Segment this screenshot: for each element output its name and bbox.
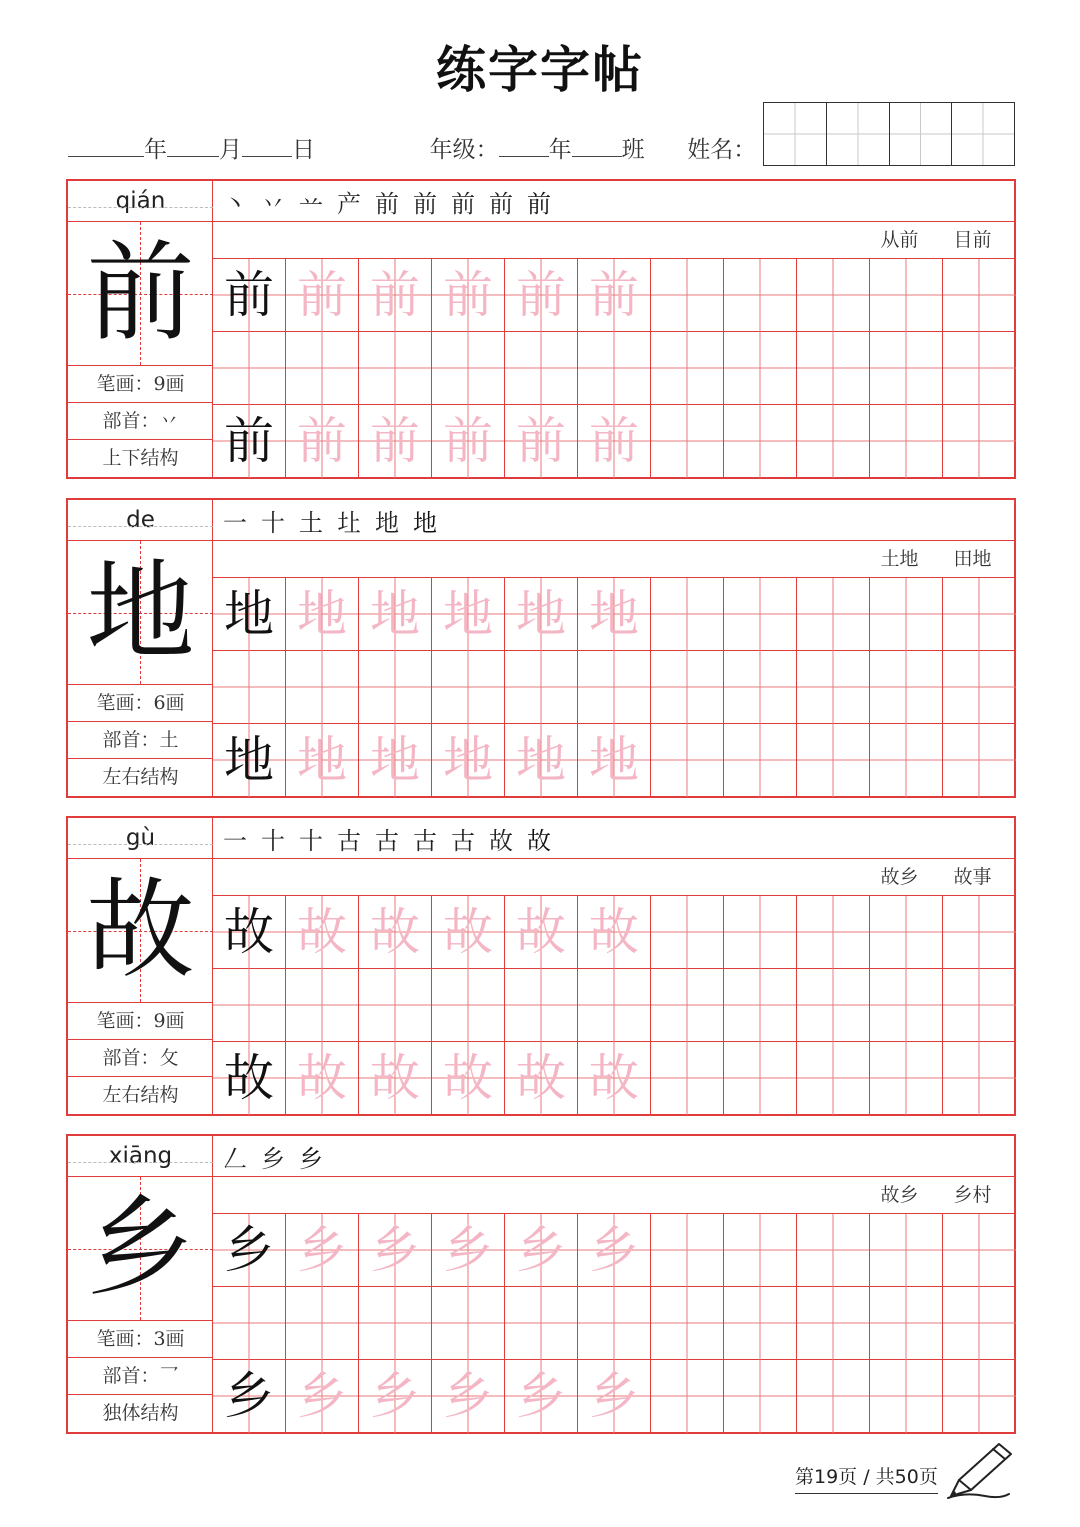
stroke-step: 古 — [413, 826, 437, 855]
stroke-step: 产 — [337, 189, 361, 218]
practice-row — [213, 259, 1016, 332]
practice-cell[interactable] — [651, 969, 724, 1042]
trace-character: 故 — [297, 1049, 347, 1107]
stroke-step: 前 — [451, 189, 475, 218]
practice-cell[interactable] — [651, 1214, 724, 1287]
practice-row — [213, 1360, 1016, 1433]
practice-cell[interactable] — [286, 1360, 359, 1433]
practice-cell[interactable] — [505, 1214, 578, 1287]
practice-cell[interactable] — [505, 332, 578, 405]
practice-cell[interactable] — [578, 332, 651, 405]
practice-cell[interactable] — [724, 1214, 797, 1287]
practice-cell[interactable] — [943, 1360, 1016, 1433]
character-block — [66, 1134, 1016, 1434]
model-character-box — [68, 859, 213, 1003]
stroke-step: 十 — [261, 508, 285, 537]
practice-cell[interactable] — [651, 651, 724, 724]
practice-cell[interactable] — [870, 332, 943, 405]
practice-cell[interactable] — [578, 578, 651, 651]
practice-cell[interactable] — [432, 332, 505, 405]
practice-cell[interactable] — [213, 405, 286, 478]
model-character-small: 前 — [224, 266, 274, 324]
trace-character: 地 — [443, 585, 493, 643]
stroke-step: 古 — [337, 826, 361, 855]
stroke-step: 故 — [527, 826, 551, 855]
grade-label: 年级： — [429, 137, 499, 163]
trace-character: 乡 — [370, 1221, 420, 1279]
trace-character: 地 — [443, 731, 493, 789]
practice-cell[interactable] — [943, 651, 1016, 724]
trace-character: 前 — [443, 266, 493, 324]
practice-cell[interactable] — [213, 969, 286, 1042]
practice-cell[interactable] — [505, 259, 578, 332]
trace-character: 地 — [589, 731, 639, 789]
practice-cell[interactable] — [286, 405, 359, 478]
practice-cell[interactable] — [578, 896, 651, 969]
name-label: 姓名： — [687, 137, 757, 163]
practice-cell[interactable] — [359, 724, 432, 797]
practice-cell[interactable] — [797, 259, 870, 332]
grade-blank[interactable] — [499, 130, 549, 157]
example-word: 田地 — [953, 548, 992, 570]
character-info-panel — [68, 1136, 213, 1432]
model-character-box — [68, 541, 213, 685]
stroke-step: 地 — [375, 508, 399, 537]
practice-cell[interactable] — [943, 969, 1016, 1042]
model-character-small: 故 — [224, 903, 274, 961]
practice-cell[interactable] — [797, 1042, 870, 1115]
model-character-small: 故 — [224, 1049, 274, 1107]
trace-character: 地 — [589, 585, 639, 643]
practice-row — [213, 332, 1016, 405]
trace-character: 前 — [589, 412, 639, 470]
radical-label: 部首：乛 — [68, 1358, 213, 1395]
practice-cell[interactable] — [870, 651, 943, 724]
practice-cell[interactable] — [943, 405, 1016, 478]
stroke-count-label: 笔画：9画 — [68, 1003, 213, 1040]
practice-cell[interactable] — [286, 896, 359, 969]
practice-cell[interactable] — [724, 896, 797, 969]
trace-character: 前 — [297, 266, 347, 324]
trace-character: 前 — [516, 266, 566, 324]
stroke-step: 一 — [223, 508, 247, 537]
character-block — [66, 498, 1016, 798]
trace-character: 故 — [297, 903, 347, 961]
practice-cell[interactable] — [870, 1360, 943, 1433]
practice-cell[interactable] — [505, 896, 578, 969]
structure-label: 独体结构 — [102, 1402, 179, 1424]
practice-cell[interactable] — [578, 969, 651, 1042]
trace-character: 前 — [370, 266, 420, 324]
trace-character: 前 — [443, 412, 493, 470]
example-word: 乡村 — [953, 1184, 992, 1206]
practice-cell[interactable] — [286, 1042, 359, 1115]
stroke-step: 一 — [223, 826, 247, 855]
practice-cell[interactable] — [432, 1360, 505, 1433]
practice-cell[interactable] — [724, 578, 797, 651]
practice-cell[interactable] — [432, 724, 505, 797]
practice-cell[interactable] — [578, 1360, 651, 1433]
practice-cell[interactable] — [943, 896, 1016, 969]
practice-cell[interactable] — [578, 405, 651, 478]
trace-character: 乡 — [443, 1367, 493, 1425]
practice-cell[interactable] — [651, 1360, 724, 1433]
model-character: 故 — [86, 868, 195, 993]
practice-cell[interactable] — [359, 651, 432, 724]
radical-label: 部首：攵 — [68, 1040, 213, 1077]
trace-character: 故 — [516, 1049, 566, 1107]
practice-cell[interactable] — [724, 405, 797, 478]
practice-cell[interactable] — [286, 259, 359, 332]
practice-cell[interactable] — [359, 1214, 432, 1287]
stroke-step: 䒑 — [299, 189, 323, 218]
structure-label: 上下结构 — [102, 447, 179, 469]
practice-cell[interactable] — [651, 1042, 724, 1115]
practice-grid — [213, 578, 1016, 797]
stroke-count-label: 笔画：6画 — [68, 685, 213, 722]
trace-character: 乡 — [589, 1221, 639, 1279]
model-character-small: 地 — [224, 731, 274, 789]
example-word: 从前 — [880, 229, 919, 251]
example-words-row — [213, 222, 1014, 259]
stroke-step: 十 — [299, 826, 323, 855]
practice-cell[interactable] — [797, 1214, 870, 1287]
model-character-small: 乡 — [224, 1367, 274, 1425]
practice-cell[interactable] — [797, 578, 870, 651]
year-label: 年 — [144, 137, 167, 163]
model-character-small: 乡 — [224, 1221, 274, 1279]
stroke-order-row — [213, 818, 1014, 859]
practice-cell[interactable] — [505, 969, 578, 1042]
practice-cell[interactable] — [432, 405, 505, 478]
practice-cell[interactable] — [724, 1042, 797, 1115]
stroke-step: 前 — [527, 189, 551, 218]
example-words-row — [213, 541, 1014, 578]
character-info-panel — [68, 500, 213, 796]
practice-cell[interactable] — [505, 1360, 578, 1433]
model-character-box — [68, 1177, 213, 1321]
model-character-small: 前 — [224, 412, 274, 470]
practice-cell[interactable] — [651, 1287, 724, 1360]
example-word: 土地 — [880, 548, 919, 570]
practice-cell[interactable] — [359, 332, 432, 405]
example-words-row — [213, 859, 1014, 896]
practice-cell[interactable] — [870, 1287, 943, 1360]
trace-character: 地 — [297, 731, 347, 789]
trace-character: 故 — [370, 903, 420, 961]
practice-cell[interactable] — [213, 259, 286, 332]
practice-cell[interactable] — [870, 724, 943, 797]
practice-cell[interactable] — [797, 969, 870, 1042]
radical-label: 部首：土 — [68, 722, 213, 759]
practice-cell[interactable] — [432, 1042, 505, 1115]
model-character: 乡 — [86, 1186, 195, 1311]
character-block — [66, 179, 1016, 479]
practice-cell[interactable] — [432, 1214, 505, 1287]
practice-cell[interactable] — [286, 1287, 359, 1360]
practice-cell[interactable] — [213, 578, 286, 651]
practice-cell[interactable] — [213, 651, 286, 724]
practice-cell[interactable] — [359, 1287, 432, 1360]
practice-cell[interactable] — [578, 1214, 651, 1287]
practice-cell[interactable] — [870, 896, 943, 969]
stroke-step: 圵 — [337, 508, 361, 537]
practice-cell[interactable] — [286, 969, 359, 1042]
name-cell[interactable] — [952, 103, 1014, 165]
stroke-step: 古 — [451, 826, 475, 855]
practice-cell[interactable] — [797, 724, 870, 797]
practice-cell[interactable] — [797, 1360, 870, 1433]
practice-cell[interactable] — [578, 1042, 651, 1115]
stroke-step: 乡 — [299, 1144, 323, 1173]
stroke-count-label: 笔画：9画 — [68, 366, 213, 403]
radical-label: 部首：丷 — [68, 403, 213, 440]
class-blank[interactable] — [572, 130, 622, 157]
practice-cell[interactable] — [943, 259, 1016, 332]
practice-cell[interactable] — [286, 1214, 359, 1287]
practice-cell[interactable] — [651, 405, 724, 478]
practice-row — [213, 578, 1016, 651]
trace-character: 乡 — [297, 1367, 347, 1425]
stroke-step: 古 — [375, 826, 399, 855]
stroke-step: 前 — [375, 189, 399, 218]
practice-row — [213, 651, 1016, 724]
practice-cell[interactable] — [724, 332, 797, 405]
trace-character: 地 — [516, 731, 566, 789]
stroke-step: 丷 — [261, 189, 285, 218]
practice-cell[interactable] — [286, 651, 359, 724]
practice-cell[interactable] — [797, 332, 870, 405]
practice-area — [213, 500, 1014, 796]
name-box[interactable] — [763, 102, 1015, 166]
pinyin-label: xiāng — [68, 1136, 213, 1177]
structure-label: 左右结构 — [102, 1084, 179, 1106]
practice-cell[interactable] — [797, 405, 870, 478]
stroke-step: 丶 — [223, 189, 247, 218]
stroke-count-label: 笔画：3画 — [68, 1321, 213, 1358]
month-label: 月 — [219, 137, 242, 163]
model-character-box — [68, 222, 213, 366]
practice-cell[interactable] — [359, 1042, 432, 1115]
trace-character: 前 — [516, 412, 566, 470]
practice-cell[interactable] — [505, 1287, 578, 1360]
trace-character: 地 — [370, 731, 420, 789]
character-info-panel — [68, 818, 213, 1114]
practice-cell[interactable] — [286, 332, 359, 405]
practice-cell[interactable] — [651, 578, 724, 651]
example-word: 故乡 — [880, 1184, 919, 1206]
grade-year-label: 年 — [548, 137, 572, 163]
practice-cell[interactable] — [724, 724, 797, 797]
class-label: 班 — [621, 137, 645, 163]
trace-character: 故 — [443, 1049, 493, 1107]
practice-cell[interactable] — [432, 259, 505, 332]
practice-row — [213, 896, 1016, 969]
practice-cell[interactable] — [505, 651, 578, 724]
practice-cell[interactable] — [505, 724, 578, 797]
practice-cell[interactable] — [359, 259, 432, 332]
trace-character: 乡 — [589, 1367, 639, 1425]
practice-cell[interactable] — [213, 1042, 286, 1115]
practice-cell[interactable] — [870, 969, 943, 1042]
practice-cell[interactable] — [359, 969, 432, 1042]
pinyin-label: gù — [68, 818, 213, 859]
page-number: 第19页 / 共50页 — [795, 1462, 938, 1494]
practice-grid — [213, 259, 1016, 478]
trace-character: 乡 — [370, 1367, 420, 1425]
practice-cell[interactable] — [943, 578, 1016, 651]
practice-cell[interactable] — [578, 724, 651, 797]
practice-row — [213, 405, 1016, 478]
practice-row — [213, 969, 1016, 1042]
practice-cell[interactable] — [870, 1214, 943, 1287]
practice-cell[interactable] — [359, 1360, 432, 1433]
practice-grid — [213, 1214, 1016, 1433]
practice-cell[interactable] — [359, 896, 432, 969]
practice-cell[interactable] — [943, 1287, 1016, 1360]
practice-cell[interactable] — [359, 405, 432, 478]
model-character-small: 地 — [224, 585, 274, 643]
trace-character: 乡 — [516, 1221, 566, 1279]
stroke-step: 前 — [413, 189, 437, 218]
trace-character: 乡 — [297, 1221, 347, 1279]
trace-character: 故 — [516, 903, 566, 961]
practice-cell[interactable] — [724, 969, 797, 1042]
example-word: 故事 — [953, 866, 992, 888]
example-word: 目前 — [953, 229, 992, 251]
practice-grid — [213, 896, 1016, 1115]
trace-character: 地 — [516, 585, 566, 643]
practice-cell[interactable] — [213, 724, 286, 797]
practice-cell[interactable] — [286, 578, 359, 651]
trace-character: 地 — [370, 585, 420, 643]
practice-row — [213, 724, 1016, 797]
stroke-step: 前 — [489, 189, 513, 218]
stroke-order-row — [213, 181, 1014, 222]
month-blank[interactable] — [167, 130, 219, 157]
pinyin-label: de — [68, 500, 213, 541]
practice-cell[interactable] — [505, 1042, 578, 1115]
trace-character: 故 — [370, 1049, 420, 1107]
practice-cell[interactable] — [432, 578, 505, 651]
practice-cell[interactable] — [651, 724, 724, 797]
trace-character: 乡 — [443, 1221, 493, 1279]
practice-cell[interactable] — [870, 405, 943, 478]
example-word: 故乡 — [880, 866, 919, 888]
practice-cell[interactable] — [286, 724, 359, 797]
character-info-panel — [68, 181, 213, 477]
pen-icon — [945, 1440, 1015, 1502]
name-cell[interactable] — [827, 103, 890, 165]
practice-cell[interactable] — [432, 969, 505, 1042]
model-character: 地 — [86, 550, 195, 675]
practice-cell[interactable] — [724, 259, 797, 332]
practice-area — [213, 818, 1014, 1114]
practice-cell[interactable] — [578, 651, 651, 724]
practice-cell[interactable] — [797, 896, 870, 969]
trace-character: 前 — [297, 412, 347, 470]
practice-cell[interactable] — [943, 332, 1016, 405]
day-label: 日 — [292, 137, 315, 163]
practice-cell[interactable] — [943, 1042, 1016, 1115]
practice-cell[interactable] — [578, 259, 651, 332]
character-block — [66, 816, 1016, 1116]
practice-cell[interactable] — [651, 896, 724, 969]
practice-cell[interactable] — [213, 1214, 286, 1287]
practice-cell[interactable] — [943, 1214, 1016, 1287]
practice-cell[interactable] — [432, 651, 505, 724]
practice-cell[interactable] — [213, 332, 286, 405]
practice-cell[interactable] — [651, 332, 724, 405]
practice-cell[interactable] — [870, 578, 943, 651]
practice-row — [213, 1042, 1016, 1115]
practice-row — [213, 1214, 1016, 1287]
day-blank[interactable] — [242, 130, 292, 157]
trace-character: 地 — [297, 585, 347, 643]
header-fields — [68, 130, 756, 166]
stroke-step: 𠃋 — [223, 1144, 247, 1173]
stroke-order-row — [213, 1136, 1014, 1177]
name-cell[interactable] — [890, 103, 953, 165]
trace-character: 故 — [589, 1049, 639, 1107]
year-blank[interactable] — [68, 130, 144, 157]
practice-cell[interactable] — [213, 1287, 286, 1360]
trace-character: 前 — [370, 412, 420, 470]
practice-cell[interactable] — [797, 1287, 870, 1360]
practice-cell[interactable] — [870, 1042, 943, 1115]
stroke-step: 地 — [413, 508, 437, 537]
model-character: 前 — [86, 231, 195, 356]
practice-cell[interactable] — [213, 1360, 286, 1433]
stroke-step: 十 — [261, 826, 285, 855]
name-cell[interactable] — [764, 103, 827, 165]
practice-cell[interactable] — [943, 724, 1016, 797]
trace-character: 乡 — [516, 1367, 566, 1425]
stroke-step: 土 — [299, 508, 323, 537]
practice-cell[interactable] — [651, 259, 724, 332]
practice-cell[interactable] — [797, 651, 870, 724]
structure-label: 左右结构 — [102, 766, 179, 788]
example-words-row — [213, 1177, 1014, 1214]
practice-cell[interactable] — [359, 578, 432, 651]
stroke-step: 乡 — [261, 1144, 285, 1173]
practice-cell[interactable] — [432, 1287, 505, 1360]
practice-cell[interactable] — [578, 1287, 651, 1360]
trace-character: 故 — [443, 903, 493, 961]
practice-area — [213, 181, 1014, 477]
practice-cell[interactable] — [432, 896, 505, 969]
practice-cell[interactable] — [724, 1360, 797, 1433]
practice-cell[interactable] — [505, 405, 578, 478]
stroke-step: 故 — [489, 826, 513, 855]
practice-cell[interactable] — [724, 651, 797, 724]
practice-row — [213, 1287, 1016, 1360]
practice-cell[interactable] — [724, 1287, 797, 1360]
practice-cell[interactable] — [870, 259, 943, 332]
practice-cell[interactable] — [213, 896, 286, 969]
pinyin-label: qián — [68, 181, 213, 222]
trace-character: 前 — [589, 266, 639, 324]
trace-character: 故 — [589, 903, 639, 961]
practice-area — [213, 1136, 1014, 1432]
stroke-order-row — [213, 500, 1014, 541]
practice-cell[interactable] — [505, 578, 578, 651]
page-title: 练字字帖 — [436, 41, 644, 99]
